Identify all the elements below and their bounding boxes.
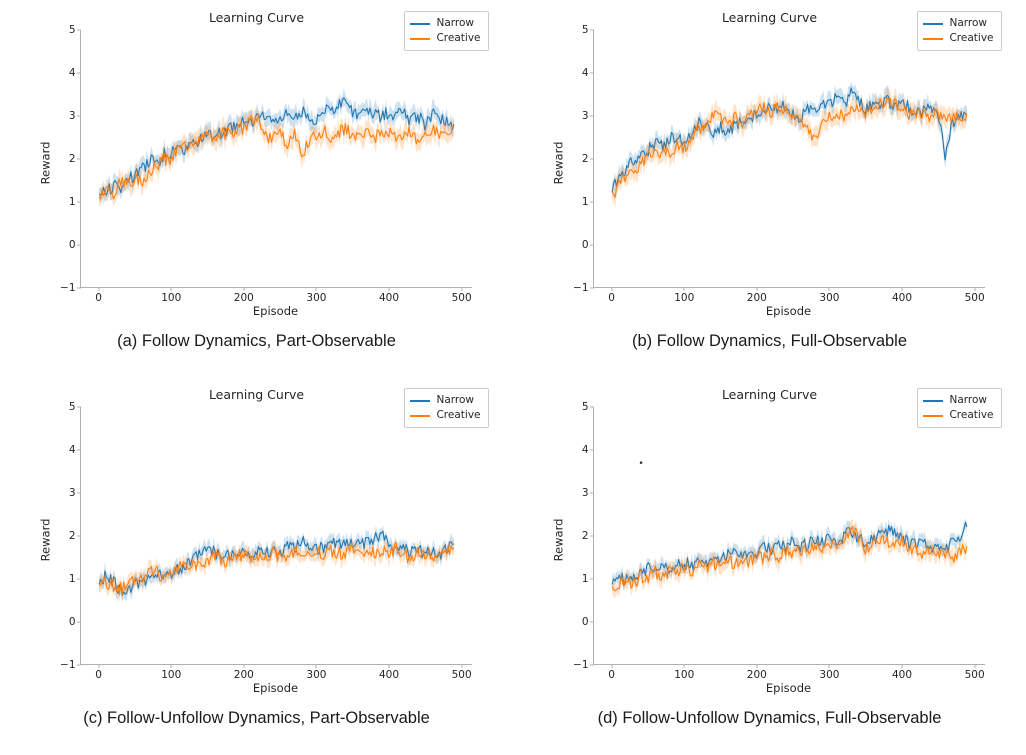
y-tick-label: 1	[68, 196, 76, 208]
series-canvas	[81, 30, 472, 287]
x-tick-mark	[756, 664, 757, 668]
x-tick-label: 300	[819, 292, 840, 304]
y-tick-label: 5	[68, 401, 76, 413]
axes-area	[60, 24, 472, 304]
confidence-band-creative	[612, 518, 967, 598]
y-tick-label: 5	[581, 24, 589, 36]
y-axis-label: Reward	[550, 518, 565, 562]
y-tick-label: 0	[68, 616, 76, 628]
legend-swatch-creative	[410, 415, 430, 417]
x-tick-label: 100	[161, 669, 182, 681]
y-tick-label: 3	[68, 110, 76, 122]
x-tick-mark	[756, 287, 757, 291]
x-tick-mark	[171, 664, 172, 668]
x-tick-mark	[98, 287, 99, 291]
y-tick-mark	[590, 665, 594, 666]
axes-area	[60, 401, 472, 681]
plot-title: Learning Curve	[208, 10, 305, 25]
y-tick-label: 4	[68, 444, 76, 456]
y-axis-label: Reward	[37, 141, 52, 185]
x-axis-label: Episode	[765, 304, 812, 318]
plot-a	[22, 8, 492, 318]
legend	[404, 11, 488, 51]
legend-label-creative: Creative	[949, 409, 994, 421]
x-tick-mark	[611, 664, 612, 668]
y-tick-label: 3	[581, 487, 589, 499]
plot-title: Learning Curve	[208, 387, 305, 402]
x-tick-mark	[389, 664, 390, 668]
y-tick-label: 3	[581, 110, 589, 122]
y-tick-label: 4	[581, 67, 589, 79]
legend-item-narrow	[923, 16, 993, 31]
legend-label-creative: Creative	[436, 32, 481, 44]
legend	[917, 11, 1001, 51]
panel-caption: (c) Follow-Unfollow Dynamics, Part-Observable	[83, 709, 430, 727]
y-tick-label: 4	[68, 67, 76, 79]
legend-item-creative	[923, 31, 993, 46]
axes-area	[573, 401, 985, 681]
y-tick-label: 2	[68, 530, 76, 542]
legend-swatch-narrow	[923, 400, 943, 402]
x-axis-label: Episode	[252, 304, 299, 318]
x-tick-mark	[974, 664, 975, 668]
legend-item-narrow	[410, 393, 480, 408]
y-tick-label: −1	[573, 659, 589, 671]
legend-item-creative	[410, 31, 480, 46]
legend-label-narrow: Narrow	[436, 17, 474, 29]
axes-area	[573, 24, 985, 304]
plot-title: Learning Curve	[721, 387, 818, 402]
x-tick-label: 400	[891, 292, 913, 304]
x-axis-label: Episode	[252, 681, 299, 695]
x-axis-label: Episode	[765, 681, 812, 695]
plot-d	[535, 385, 1005, 695]
y-axis-label: Reward	[550, 141, 565, 185]
legend-label-creative: Creative	[949, 32, 994, 44]
x-tick-label: 500	[964, 292, 985, 304]
y-tick-mark	[590, 288, 594, 289]
x-tick-mark	[684, 287, 685, 291]
x-tick-mark	[389, 287, 390, 291]
legend-item-narrow	[410, 16, 480, 31]
panel-caption: (a) Follow Dynamics, Part-Observable	[117, 332, 396, 350]
plot-title: Learning Curve	[721, 10, 818, 25]
y-tick-label: 0	[581, 239, 589, 251]
y-axis-label: Reward	[37, 518, 52, 562]
legend-label-creative: Creative	[436, 409, 481, 421]
y-tick-label: 2	[581, 153, 589, 165]
y-tick-label: 5	[581, 401, 589, 413]
y-tick-mark	[77, 288, 81, 289]
panel-caption: (b) Follow Dynamics, Full-Observable	[631, 332, 908, 350]
panel-d	[513, 377, 1026, 755]
legend-item-creative	[923, 408, 993, 423]
plot-c	[22, 385, 492, 695]
y-tick-label: 3	[68, 487, 76, 499]
x-tick-label: 100	[674, 669, 695, 681]
legend-swatch-narrow	[410, 23, 430, 25]
x-tick-mark	[974, 287, 975, 291]
x-tick-mark	[829, 287, 830, 291]
x-tick-label: 0	[95, 669, 102, 681]
legend-label-narrow: Narrow	[949, 394, 987, 406]
y-tick-mark	[77, 665, 81, 666]
x-tick-mark	[316, 664, 317, 668]
legend-item-creative	[410, 408, 480, 423]
legend-label-narrow: Narrow	[949, 17, 987, 29]
y-tick-label: 4	[581, 444, 589, 456]
x-tick-mark	[829, 664, 830, 668]
series-canvas	[594, 30, 985, 287]
legend	[917, 388, 1001, 428]
legend-item-narrow	[923, 393, 993, 408]
x-tick-label: 200	[746, 292, 767, 304]
y-tick-label: 1	[581, 573, 589, 585]
x-tick-label: 300	[306, 292, 327, 304]
x-tick-mark	[902, 664, 903, 668]
x-tick-label: 500	[451, 669, 472, 681]
legend-swatch-creative	[923, 38, 943, 40]
x-tick-label: 200	[233, 669, 254, 681]
plot-b	[535, 8, 1005, 318]
x-tick-label: 200	[746, 669, 767, 681]
y-tick-label: −1	[573, 282, 589, 294]
x-tick-mark	[243, 664, 244, 668]
x-tick-label: 300	[306, 669, 327, 681]
y-tick-label: 2	[68, 153, 76, 165]
series-canvas	[594, 407, 985, 664]
y-tick-label: 0	[68, 239, 76, 251]
panel-c	[0, 377, 513, 755]
y-tick-label: 0	[581, 616, 589, 628]
y-tick-label: 5	[68, 24, 76, 36]
y-tick-label: −1	[60, 659, 76, 671]
legend-swatch-narrow	[923, 23, 943, 25]
y-tick-label: 1	[581, 196, 589, 208]
x-tick-mark	[98, 664, 99, 668]
x-tick-label: 0	[95, 292, 102, 304]
x-tick-label: 500	[964, 669, 985, 681]
x-tick-label: 0	[608, 292, 615, 304]
x-tick-mark	[461, 664, 462, 668]
x-tick-mark	[316, 287, 317, 291]
x-tick-label: 0	[608, 669, 615, 681]
x-tick-label: 100	[674, 292, 695, 304]
panel-b	[513, 0, 1026, 377]
series-canvas	[81, 407, 472, 664]
confidence-band-narrow	[612, 81, 967, 199]
x-tick-label: 400	[378, 292, 400, 304]
x-tick-mark	[611, 287, 612, 291]
y-tick-label: −1	[60, 282, 76, 294]
legend-label-narrow: Narrow	[436, 394, 474, 406]
x-tick-mark	[243, 287, 244, 291]
x-tick-mark	[461, 287, 462, 291]
y-tick-label: 1	[68, 573, 76, 585]
x-tick-label: 300	[819, 669, 840, 681]
x-tick-label: 400	[378, 669, 400, 681]
x-tick-mark	[902, 287, 903, 291]
x-tick-mark	[684, 664, 685, 668]
x-tick-label: 200	[233, 292, 254, 304]
panel-caption: (d) Follow-Unfollow Dynamics, Full-Observable	[597, 709, 942, 727]
legend-swatch-creative	[923, 415, 943, 417]
x-tick-label: 500	[451, 292, 472, 304]
y-tick-label: 2	[581, 530, 589, 542]
x-tick-label: 100	[161, 292, 182, 304]
legend-swatch-narrow	[410, 400, 430, 402]
x-tick-mark	[171, 287, 172, 291]
legend-swatch-creative	[410, 38, 430, 40]
outlier-point	[639, 461, 642, 464]
legend	[404, 388, 488, 428]
panel-a	[0, 0, 513, 377]
x-tick-label: 400	[891, 669, 913, 681]
